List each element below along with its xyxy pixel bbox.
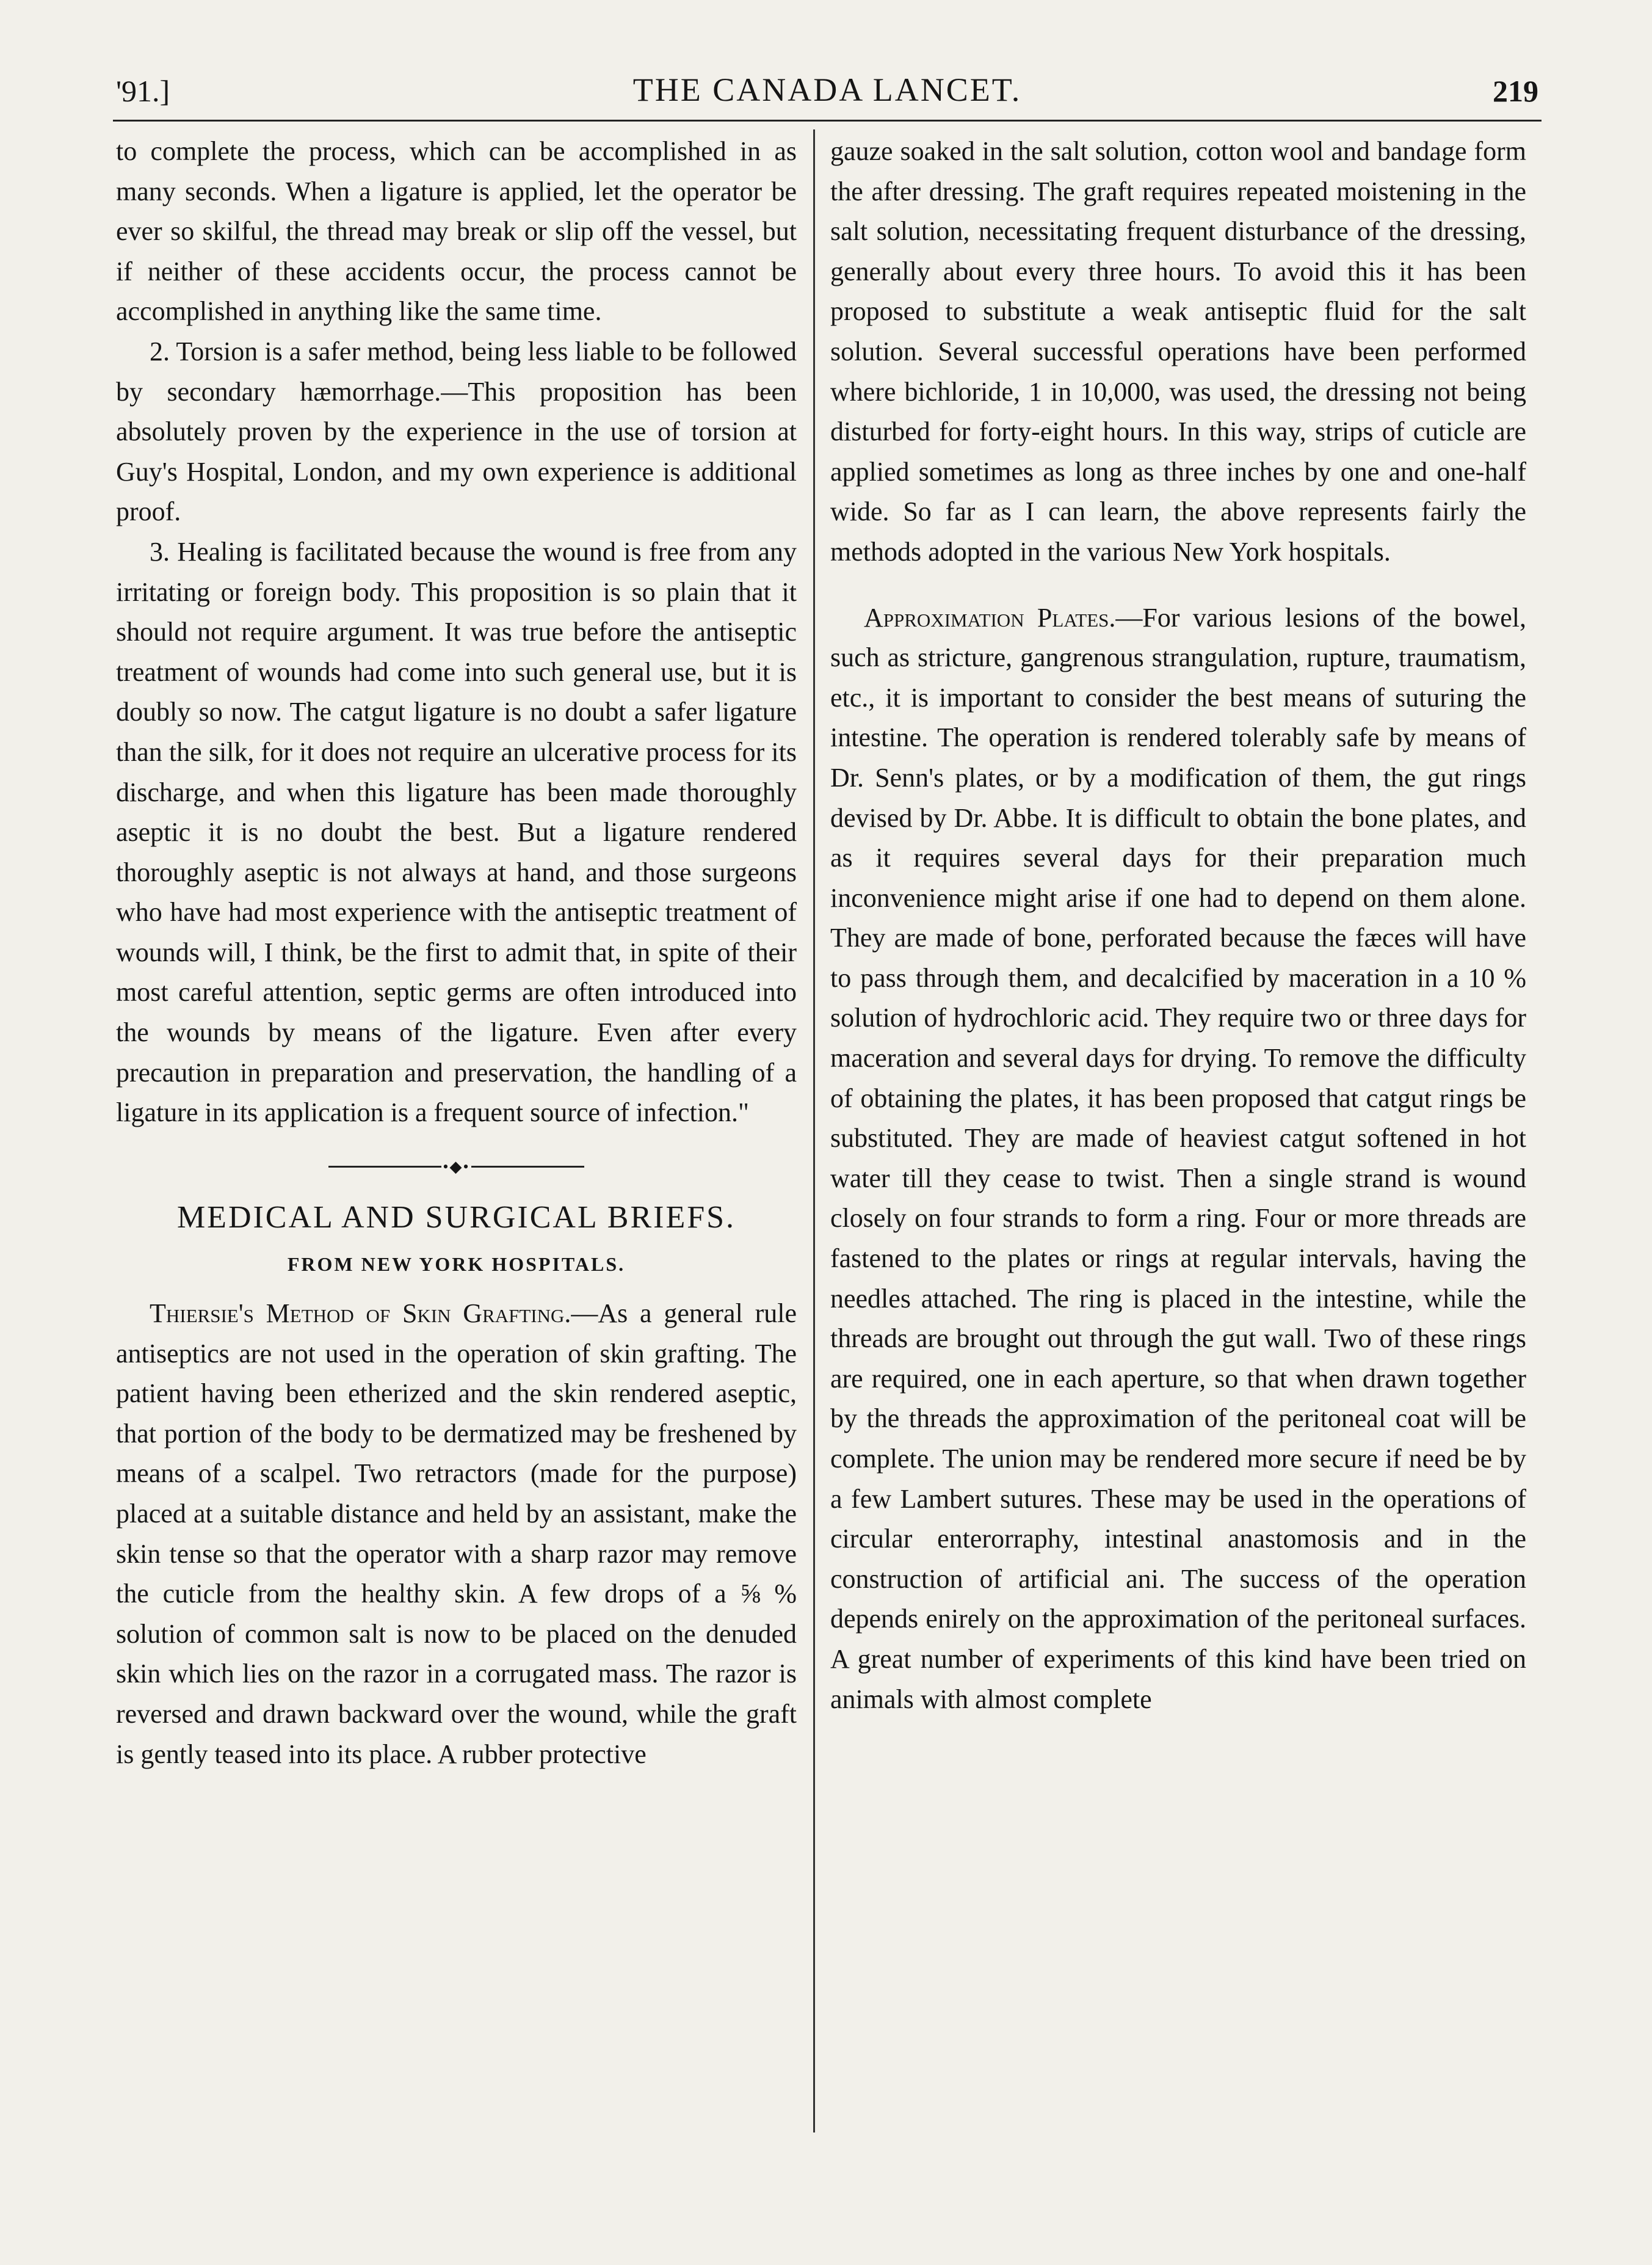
skin-grafting-body: —As a general rule antiseptics are not used in the operation of skin grafting. The patient having been etherized and the skin rendered aseptic, that portion of the body to be dermatized may be freshened by means of a scalpel. Two retractors (made for the purpose) placed at a suitable distance and held by an assistant, make the skin tense so that the operator with a sharp razor may remove the cuticle from the healthy skin. A few drops of a ⅝ % solution of common salt is now to be placed on the denuded skin which lies on the razor in a corrugated mass. The razor is reversed and drawn backward over the wound, while the graft is gently teased into its place. A rubber protective <box>116 1298 797 1769</box>
column-divider <box>813 129 815 2132</box>
header-rule <box>113 120 1542 122</box>
skin-grafting-heading: Thiersie's Method of Skin Grafting. <box>150 1298 571 1329</box>
section-divider <box>116 1149 797 1185</box>
paragraph-healing: 3. Healing is facilitated because the wound is free from any irritating or foreign body. This proposition is so plain that it should not require argument. It was true before the antiseptic treatment of wounds had come into such general use, but it is doubly so now. The catgut ligature is no doubt a safer ligature than the silk, for it does not require an ulcerative process for its discharge, and when this ligature has been made thoroughly aseptic it is no doubt the best. But a ligature rendered thoroughly aseptic is not always at hand, and those surgeons who have had most experience with the antiseptic treatment of wounds will, I think, be the first to admit that, in spite of their most careful attention, septic germs are often introduced into the wounds by means of the ligature. Even after every precaution in preparation and preservation, the handling of a ligature in its application is a frequent source of infection." <box>116 536 797 1128</box>
left-column <box>116 131 797 1774</box>
right-column <box>830 131 1526 1719</box>
paragraph-approximation-plates <box>830 598 1526 1720</box>
journal-title: THE CANADA LANCET. <box>632 71 1022 108</box>
section-title: MEDICAL AND SURGICAL BRIEFS. <box>176 1199 736 1235</box>
divider-ornament: •◆• <box>443 1158 470 1176</box>
divider-line-right <box>471 1166 584 1168</box>
paragraph-gap <box>830 572 1526 598</box>
approximation-body: —For various lesions of the bowel, such as stricture, gangrenous strangulation, rupture, traumatism, etc., it is important to consider the best means of suturing the intestine. The operation is rendered tolerably safe by means of Dr. Senn's plates, or by a modification of them, the gut rings devised by Dr. Abbe. It is difficult to obtain the bone plates, and as it requires several days for their preparation much inconvenience might arise if one had to depend on them alone. They are made of bone, perforated because the fæces will have to pass through them, and decalcified by maceration in a 10 % solution of hydrochloric acid. They require two or three days for maceration and several days for drying. To remove the difficulty of obtaining the plates, it has been proposed that catgut rings be substituted. They are made of heaviest catgut softened in hot water till they cease to twist. Then a single strand is wound closely on four strands to form a ring. Four or more threads are fastened to the plates or rings at regular intervals, having the needles attached. The ring is placed in the intestine, while the threads are brought out through the gut wall. Two of these rings are required, one in each aperture, so that when drawn together by the threads the approximation of the peritoneal coat will be complete. The union may be rendered more secure if need be by a few Lambert sutures. These may be used in the operations of circular enterorraphy, intestinal anastomosis and in the construction of artificial ani. The success of the operation depends enirely on the approximation of the peritoneal surfaces. A great number of experiments of this kind have been tried on animals with almost complete <box>830 602 1526 1714</box>
running-header <box>116 68 1538 118</box>
paragraph-skin-grafting <box>116 1293 797 1774</box>
paragraph-torsion: 2. Torsion is a safer method, being less liable to be followed by secondary hæmorrhage.—This proposition has been absolutely proven by the experience in the use of torsion at Guy's Hospital, London, and my own experience is additional proof. <box>116 336 797 527</box>
page-number: 219 <box>1493 74 1538 108</box>
section-subtitle: FROM NEW YORK HOSPITALS. <box>287 1253 626 1276</box>
paragraph-graft-continued: gauze soaked in the salt solution, cotton wool and bandage form the after dressing. The graft requires repeated moistening in the salt solution, necessitating frequent disturbance of the dressing, generally about every three hours. To avoid this it has been proposed to substitute a weak antiseptic fluid for the salt solution. Several successful operations have been performed where bichloride, 1 in 10,000, was used, the dressing not being disturbed for forty-eight hours. In this way, strips of cuticle are applied sometimes as long as three inches by one and one-half wide. So far as I can learn, the above represents fairly the methods adopted in the various New York hospitals. <box>830 136 1526 567</box>
approximation-heading: Approximation Plates. <box>864 602 1116 633</box>
divider-line-left <box>328 1166 441 1168</box>
header-year: '91.] <box>116 74 170 108</box>
paragraph-continuation: to complete the process, which can be accomplished in as many seconds. When a ligature is applied, let the operator be ever so skilful, the thread may break or slip off the vessel, but if neither of these accidents occur, the process cannot be accomplished in anything like the same time. <box>116 136 797 327</box>
